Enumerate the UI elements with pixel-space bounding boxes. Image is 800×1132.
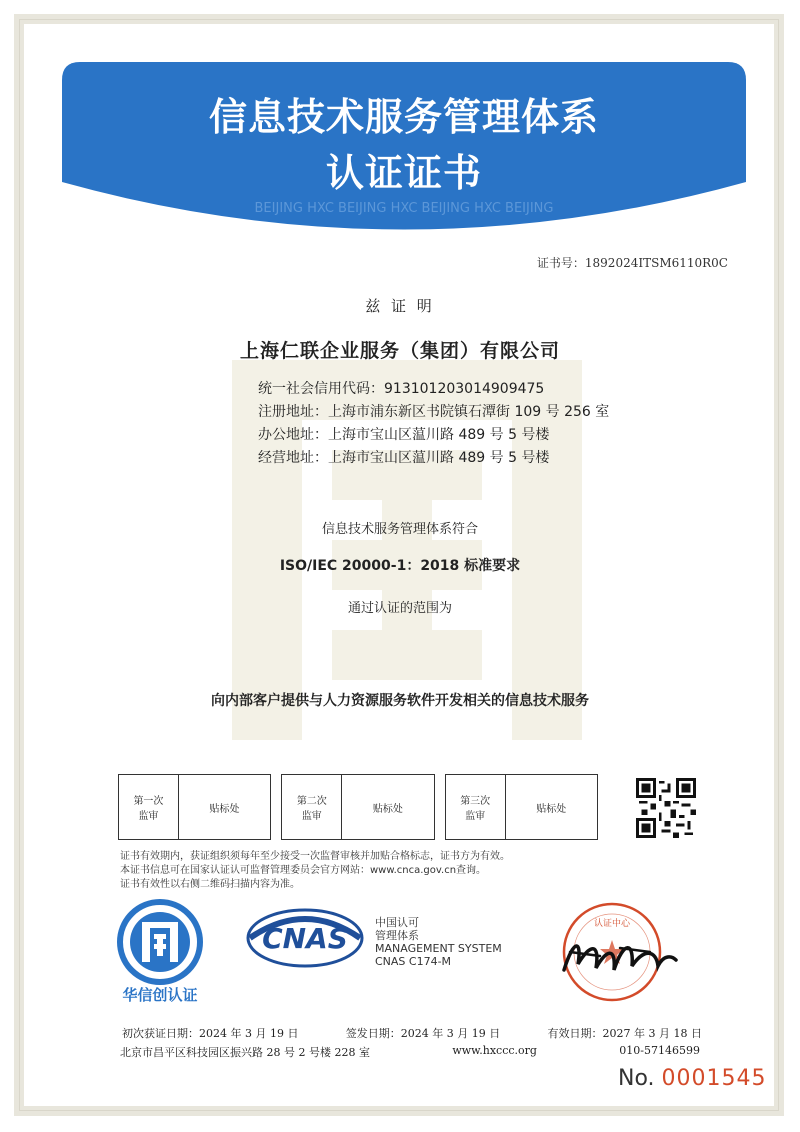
cnas-line: CNAS C174-M: [375, 955, 452, 968]
initial-date: 初次获证日期：2024 年 3 月 19 日: [122, 1027, 299, 1040]
huaxin-certification-logo: [110, 896, 228, 1006]
signature: [560, 930, 680, 982]
audit-2-label: 第二次 监审: [282, 775, 342, 840]
audit-1-sticker: 贴标处: [178, 775, 270, 840]
huaxin-logo-text: 华信创认证: [122, 986, 198, 1004]
audit-3-label: 第三次 监审: [445, 775, 505, 840]
serial-prefix: No.: [618, 1066, 655, 1091]
note-line: 证书有效期内，获证组织须每年至少接受一次监督审核并加贴合格标志，证书方为有效。: [120, 851, 510, 862]
surveillance-audit-table: [118, 774, 598, 840]
conformity-statement: 信息技术服务管理体系符合: [321, 522, 478, 537]
cnas-line: MANAGEMENT SYSTEM: [375, 942, 502, 955]
svg-text:CNAS: CNAS: [262, 922, 348, 955]
title-line-1: 信息技术服务管理体系: [208, 94, 599, 139]
issuer-footer: [120, 1044, 700, 1060]
audit-2-sticker: 贴标处: [342, 775, 434, 840]
issuer-phone: 010-57146599: [619, 1044, 700, 1057]
issuer-address: 北京市昌平区科技园区振兴路 28 号 2 号楼 228 室: [120, 1046, 370, 1059]
business-address: 经营地址：上海市宝山区蕰川路 489 号 5 号楼: [258, 450, 550, 466]
band-repeat-text: BEIJING HXC BEIJING HXC BEIJING HXC BEIJING: [254, 201, 554, 216]
office-address: 办公地址：上海市宝山区蕰川路 489 号 5 号楼: [258, 427, 550, 443]
expiry-date: 有效日期：2027 年 3 月 18 日: [547, 1027, 702, 1040]
cnas-logo: [246, 908, 364, 968]
certification-scope: 向内部客户提供与人力资源服务软件开发相关的信息技术服务: [211, 693, 589, 709]
cnas-line: 中国认可: [375, 916, 419, 929]
cnas-line: 管理体系: [375, 929, 419, 942]
cnas-accreditation-text: [375, 916, 502, 968]
issue-date: 签发日期：2024 年 3 月 19 日: [345, 1027, 501, 1040]
company-info: [258, 378, 609, 470]
registered-address: 注册地址：上海市浦东新区书院镇石潭街 109 号 256 室: [258, 404, 610, 420]
certificate-notes: [120, 850, 510, 892]
qr-code-icon[interactable]: [636, 778, 696, 838]
svg-text:认证中心: 认证中心: [593, 919, 631, 929]
audit-3-sticker: 贴标处: [505, 775, 597, 840]
audit-1-label: 第一次 监审: [119, 775, 179, 840]
scope-label: 通过认证的范围为: [347, 601, 452, 616]
title-line-2: 认证证书: [325, 150, 482, 195]
company-name: 上海仁联企业服务（集团）有限公司: [239, 340, 560, 362]
credit-code: 统一社会信用代码：913101203014909475: [258, 381, 545, 397]
certify-heading: 兹 证 明: [365, 297, 435, 315]
standard: ISO/IEC 20000-1：2018 标准要求: [279, 558, 521, 574]
certificate-dates: [122, 1025, 702, 1041]
serial-value: 0001545: [661, 1066, 767, 1091]
note-line: 证书有效性以右侧二维码扫描内容为准。: [120, 879, 300, 890]
issuer-website[interactable]: www.hxccc.org: [452, 1044, 537, 1057]
note-line: 本证书信息可在国家认证认可监督管理委员会官方网站：www.cnca.gov.cn查询。: [120, 865, 487, 876]
certificate-number: 证书号：1892024ITSM6110R0C: [536, 256, 728, 270]
serial-number: [618, 1066, 767, 1091]
